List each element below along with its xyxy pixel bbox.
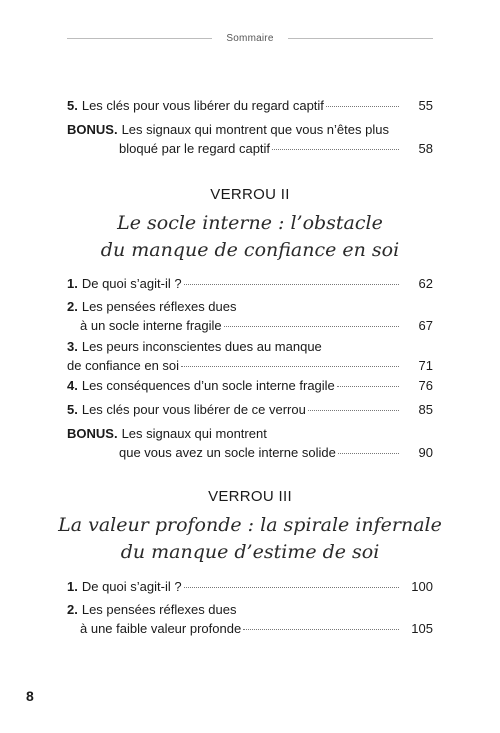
part-title-line: Le socle interne : l’obstacle [117, 212, 383, 234]
entry-text: Les signaux qui montrent que vous n’êtes plus [121, 122, 389, 137]
toc-entry [67, 297, 433, 335]
entry-number: 4. [67, 378, 78, 393]
page-number: 62 [418, 276, 433, 291]
page-number: 71 [418, 358, 433, 373]
toc-entry [67, 337, 433, 375]
page-number: 76 [418, 378, 433, 393]
page-folio: 8 [26, 688, 34, 704]
entry-number: 2. [67, 299, 78, 314]
entry-text: bloqué par le regard captif [119, 141, 271, 156]
dot-leader [184, 586, 399, 588]
entry-text: Les signaux qui montrent [121, 426, 267, 441]
entry-number: BONUS. [67, 122, 118, 137]
entry-text: Les pensées réflexes dues [81, 602, 237, 617]
header-title: Sommaire [226, 32, 274, 44]
dot-leader [338, 452, 399, 454]
entry-text: Les clés pour vous libérer de ce verrou [81, 402, 306, 417]
part-label: VERROU III [208, 488, 292, 505]
toc-entry [67, 424, 433, 462]
entry-number: 1. [67, 579, 78, 594]
dot-leader [308, 409, 399, 411]
entry-text: Les conséquences d’un socle interne fragile [81, 378, 335, 393]
page-number: 55 [418, 98, 433, 113]
entry-text: De quoi s’agit-il ? [81, 579, 182, 594]
part-title-line: La valeur profonde : la spirale infernale [58, 514, 442, 536]
toc-entry [67, 400, 433, 419]
entry-number: 5. [67, 98, 78, 113]
dot-leader [243, 628, 399, 630]
part-title-line: du manque de confiance en soi [100, 239, 400, 261]
entry-number: 1. [67, 276, 78, 291]
entry-text: de confiance en soi [67, 358, 180, 373]
entry-text: Les clés pour vous libérer du regard captif [81, 98, 324, 113]
dot-leader [224, 325, 399, 327]
toc-entry [67, 120, 433, 158]
header-rule-left [67, 38, 212, 39]
dot-leader [337, 385, 399, 387]
dot-leader [326, 105, 399, 107]
dot-leader [272, 148, 399, 150]
toc-entry [67, 577, 433, 596]
entry-text: à un socle interne fragile [80, 318, 222, 333]
entry-number: 2. [67, 602, 78, 617]
page-number: 67 [418, 318, 433, 333]
page-number: 105 [411, 621, 433, 636]
entry-text: Les pensées réflexes dues [81, 299, 237, 314]
entry-number: BONUS. [67, 426, 118, 441]
entry-text: De quoi s’agit-il ? [81, 276, 182, 291]
entry-text: Les peurs inconscientes dues au manque [81, 339, 322, 354]
entry-number: 3. [67, 339, 78, 354]
page-number: 85 [418, 402, 433, 417]
page-number: 90 [418, 445, 433, 460]
part-label: VERROU II [210, 186, 290, 203]
page-number: 58 [418, 141, 433, 156]
dot-leader [184, 283, 399, 285]
header-rule-right [288, 38, 433, 39]
page-number: 100 [411, 579, 433, 594]
toc-entry [67, 376, 433, 395]
entry-number: 5. [67, 402, 78, 417]
toc-entry [67, 96, 433, 115]
toc-entry [67, 274, 433, 293]
part-title-line: du manque d’estime de soi [120, 541, 380, 563]
toc-entry [67, 600, 433, 638]
dot-leader [181, 365, 399, 367]
entry-text: que vous avez un socle interne solide [119, 445, 336, 460]
running-header [67, 30, 433, 46]
entry-text: à une faible valeur profonde [80, 621, 242, 636]
